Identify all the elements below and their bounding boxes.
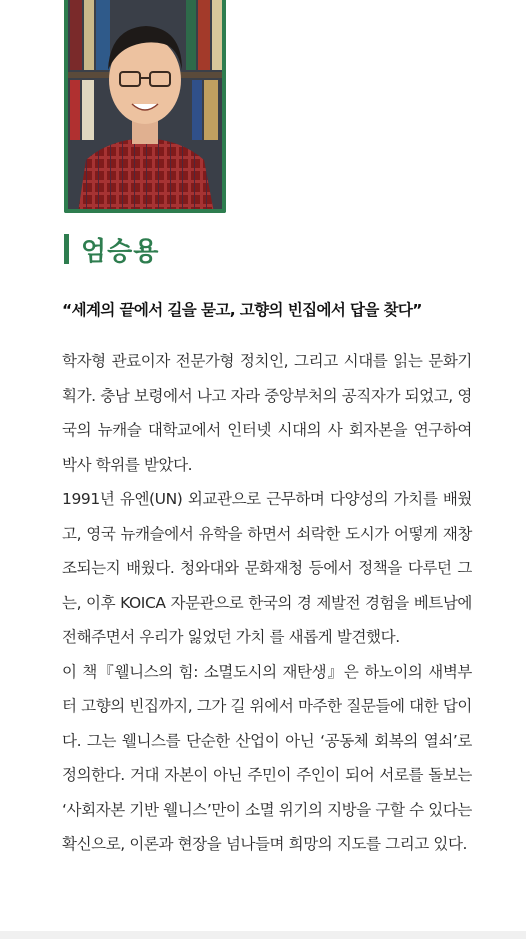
author-portrait [64,0,226,213]
bio-paragraph: 이 책『웰니스의 힘: 소멸도시의 재탄생』은 하노이의 새벽부터 고향의 빈집까지, 그가 길 위에서 마주한 질문들에 대한 답이다. 그는 웰니스를 단순한 산업이 아닌 ‘공동체 회복의 열쇠’로 정의한다. 거대 자본이 아닌 주민이 주인이 되어 서로를 돌보는 ‘사회자본 기반 웰니스’만이 소멸 위기의 지방을 구할 수 있다는 확신으로, 이론과 현장을 넘나들며 희망의 지도를 그리고 있다. [62,662,472,853]
name-accent-bar [64,234,69,264]
portrait-illustration [68,0,222,213]
author-name: 엄승용 [81,236,160,267]
bio-paragraph: 학자형 관료이자 전문가형 정치인, 그리고 시대를 읽는 문화기획가. 충남 보령에서 나고 자라 중앙부처의 공직자가 되었고, 영국의 뉴캐슬 대학교에서 인터넷 시대의 사 회자본을 연구하여 박사 학위를 받았다. [62,352,472,474]
bio-paragraph: 1991년 유엔(UN) 외교관으로 근무하며 다양성의 가치를 배웠고, 영국 뉴캐슬에서 유학을 하면서 쇠락한 도시가 어떻게 재창조되는지 배웠다. 청와대와 문화재청 등에서 정책을 다루던 그는, 이후 KOICA 자문관으로 한국의 경 제발전 경험을 베트남에 전해주면서 우리가 잃었던 가치 를 새롭게 발견했다. [62,490,472,646]
bottom-divider [0,931,526,939]
author-name-row [64,232,159,266]
author-quote: “세계의 끝에서 길을 묻고, 고향의 빈집에서 답을 찾다” [62,301,422,319]
author-bio [62,344,472,862]
